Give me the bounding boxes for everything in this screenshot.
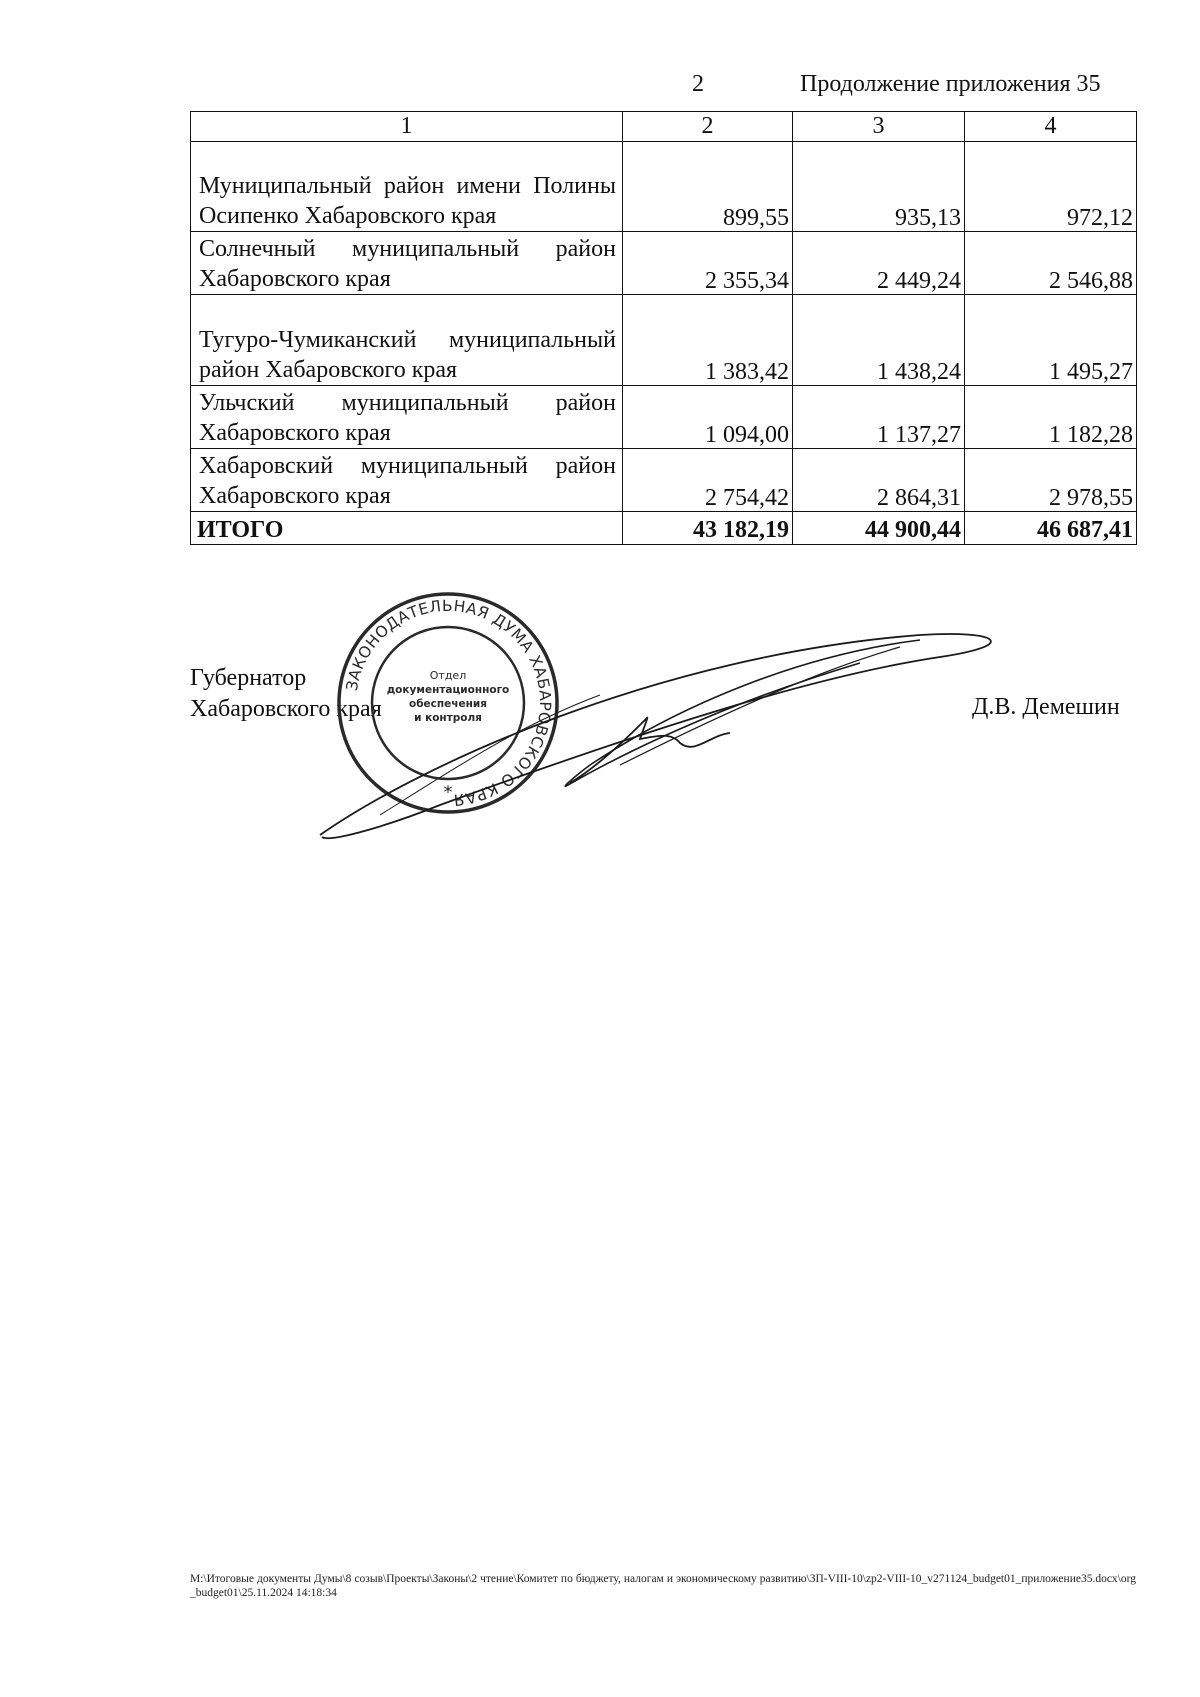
value-cell: 2 864,31 [793,449,965,512]
total-value: 44 900,44 [793,512,965,545]
value-cell: 1 495,27 [965,295,1137,386]
stamp-center-text: Отдел [429,669,467,682]
value-cell: 1 094,00 [623,386,793,449]
document-file-path: M:\Итоговые документы Думы\8 созыв\Проекты\Законы\2 чтение\Комитет по бюджету, налогам и экономическому развитию\ЗП-VIII-10\zp2-VIII-10_v271124_budget01_приложение35.docx\org_budget01\25.11.2024 14:18:34 [190,1573,1136,1599]
signatory-title-line: Хабаровского края [190,696,382,722]
value-cell: 1 438,24 [793,295,965,386]
page-number: 2 [692,71,704,97]
table-row [191,142,1137,232]
district-name: Муниципальный район имени Полины Осипенко Хабаровского края [191,142,623,232]
budget-table [190,111,1137,545]
column-header: 3 [793,112,965,142]
signatory-title-line: Губернатор [190,665,307,691]
column-header: 2 [623,112,793,142]
table-row [191,449,1137,512]
table-header-row [191,112,1137,142]
table-row [191,232,1137,295]
value-cell: 2 978,55 [965,449,1137,512]
value-cell: 899,55 [623,142,793,232]
value-cell: 2 546,88 [965,232,1137,295]
value-cell: 1 137,27 [793,386,965,449]
district-name: Ульчский муниципальный район Хабаровского края [191,386,623,449]
table-row [191,295,1137,386]
stamp-center-text: и контроля [414,712,482,724]
value-cell: 2 449,24 [793,232,965,295]
district-name: Хабаровский муниципальный район Хабаровского края [191,449,623,512]
district-name: Солнечный муниципальный район Хабаровского края [191,232,623,295]
district-name: Тугуро-Чумиканский муниципальный район Хабаровского края [191,295,623,386]
total-row [191,512,1137,545]
stamp-center-text: обеспечения [409,698,487,710]
total-value: 43 182,19 [623,512,793,545]
value-cell: 972,12 [965,142,1137,232]
stamp-ring-text: ЗАКОНОДАТЕЛЬНАЯ ДУМА ХАБАРОВСКОГО КРАЯ [342,596,555,809]
value-cell: 935,13 [793,142,965,232]
total-label: ИТОГО [191,512,623,545]
value-cell: 1 383,42 [623,295,793,386]
total-value: 46 687,41 [965,512,1137,545]
stamp-star-icon: * [443,782,453,803]
value-cell: 1 182,28 [965,386,1137,449]
signatory-name: Д.В. Демешин [972,694,1120,720]
value-cell: 2 754,42 [623,449,793,512]
column-header: 4 [965,112,1137,142]
handwritten-signature [300,615,1020,845]
table-row [191,386,1137,449]
appendix-continuation-label: Продолжение приложения 35 [800,71,1101,97]
stamp-center-text: документационного [386,684,510,696]
column-header: 1 [191,112,623,142]
value-cell: 2 355,34 [623,232,793,295]
